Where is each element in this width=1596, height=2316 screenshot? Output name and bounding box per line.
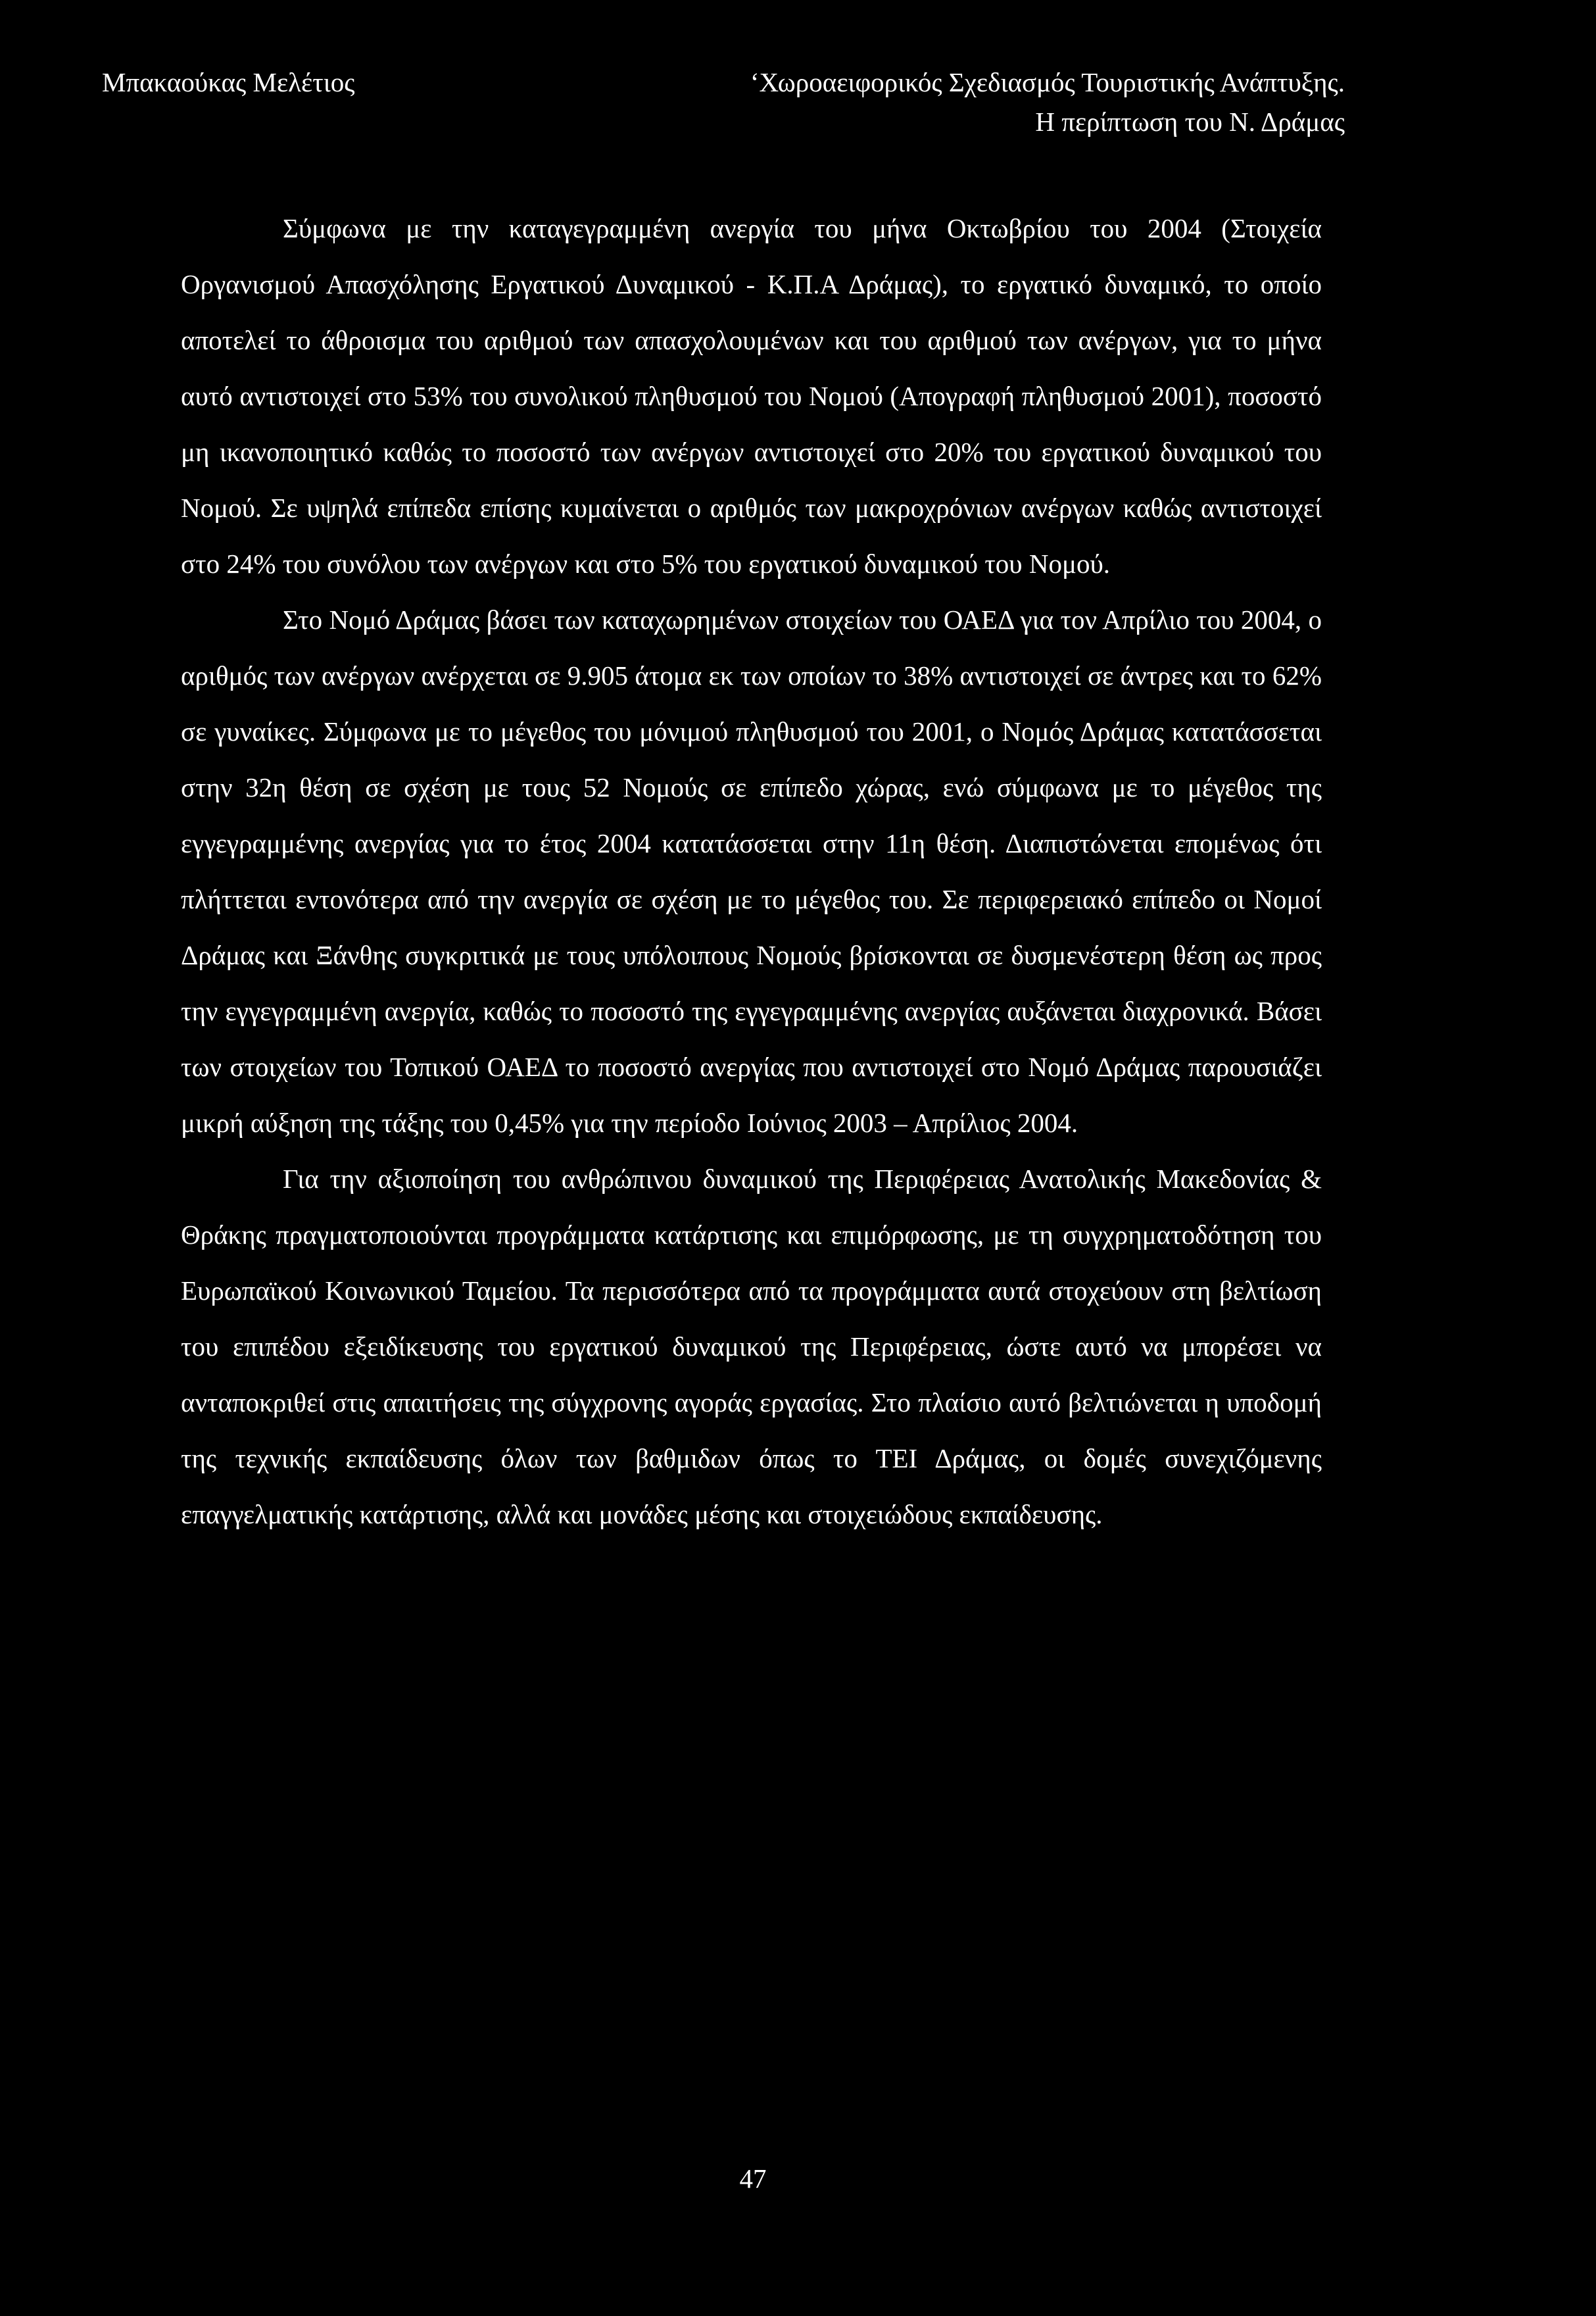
body-text <box>181 201 1322 1542</box>
header-title-line1: ‘Χωροαειφορικός Σχεδιασμός Τουριστικής Ανάπτυξης. <box>750 67 1345 97</box>
header-title <box>750 62 1345 141</box>
paragraph-1: Σύμφωνα με την καταγεγραμμένη ανεργία του μήνα Οκτωβρίου του 2004 (Στοιχεία Οργανισμού Απασχόλησης Εργατικού Δυναμικού - Κ.Π.Α Δράμας), το εργατικό δυναμικό, το οποίο αποτελεί το άθροισμα του αριθμού των απασχολουμένων και του αριθμού των ανέργων, για το μήνα αυτό αντιστοιχεί στο 53% του συνολικού πληθυσμού του Νομού (Απογραφή πληθυσμού 2001), ποσοστό μη ικανοποιητικό καθώς το ποσοστό των ανέργων αντιστοιχεί στο 20% του εργατικού δυναμικού του Νομού. Σε υψηλά επίπεδα επίσης κυμαίνεται ο αριθμός των μακροχρόνιων ανέργων καθώς αντιστοιχεί στο 24% του συνόλου των ανέργων και στο 5% του εργατικού δυναμικού του Νομού. <box>181 213 1322 579</box>
header-title-line2: Η περίπτωση του Ν. Δράμας <box>1035 107 1345 137</box>
paragraph-3: Για την αξιοποίηση του ανθρώπινου δυναμικού της Περιφέρειας Ανατολικής Μακεδονίας & Θράκης πραγματοποιούνται προγράμματα κατάρτισης και επιμόρφωσης, με τη συγχρηματοδότηση του Ευρωπαϊκού Κοινωνικού Ταμείου. Τα περισσότερα από τα προγράμματα αυτά στοχεύουν στη βελτίωση του επιπέδου εξειδίκευσης του εργατικού δυναμικού της Περιφέρειας, ώστε αυτό να μπορέσει να ανταποκριθεί στις απαιτήσεις της σύγχρονης αγοράς εργασίας. Στο πλαίσιο αυτό βελτιώνεται η υποδομή της τεχνικής εκπαίδευσης όλων των βαθμιδων όπως το ΤΕΙ Δράμας, οι δομές συνεχιζόμενης επαγγελματικής κατάρτισης, αλλά και μονάδες μέσης και στοιχειώδους εκπαίδευσης. <box>181 1164 1322 1529</box>
header-author: Μπακαούκας Μελέτιος <box>102 67 355 97</box>
paragraph-2: Στο Νομό Δράμας βάσει των καταχωρημένων στοιχείων του ΟΑΕΔ για τον Απρίλιο του 2004, ο αριθμός των ανέργων ανέρχεται σε 9.905 άτομα εκ των οποίων το 38% αντιστοιχεί σε άντρες και το 62% σε γυναίκες. Σύμφωνα με το μέγεθος του μόνιμού πληθυσμού του 2001, ο Νομός Δράμας κατατάσσεται στην 32η θέση σε σχέση με τους 52 Νομούς σε επίπεδο χώρας, ενώ σύμφωνα με το μέγεθος της εγγεγραμμένης ανεργίας για το έτος 2004 κατατάσσεται στην 11η θέση. Διαπιστώνεται επομένως ότι πλήττεται εντονότερα από την ανεργία σε σχέση με το μέγεθος του. Σε περιφερειακό επίπεδο οι Νομοί Δράμας και Ξάνθης συγκριτικά με τους υπόλοιπους Νομούς βρίσκονται σε δυσμενέστερη θέση ως προς την εγγεγραμμένη ανεργία, καθώς το ποσοστό της εγγεγραμμένης ανεργίας αυξάνεται διαχρονικά. Βάσει των στοιχείων του Τοπικού ΟΑΕΔ το ποσοστό ανεργίας που αντιστοιχεί στο Νομό Δράμας παρουσιάζει μικρή αύξηση της τάξης του 0,45% για την περίοδο Ιούνιος 2003 – Απρίλιος 2004. <box>181 604 1322 1138</box>
page-number: 47 <box>739 2163 767 2194</box>
